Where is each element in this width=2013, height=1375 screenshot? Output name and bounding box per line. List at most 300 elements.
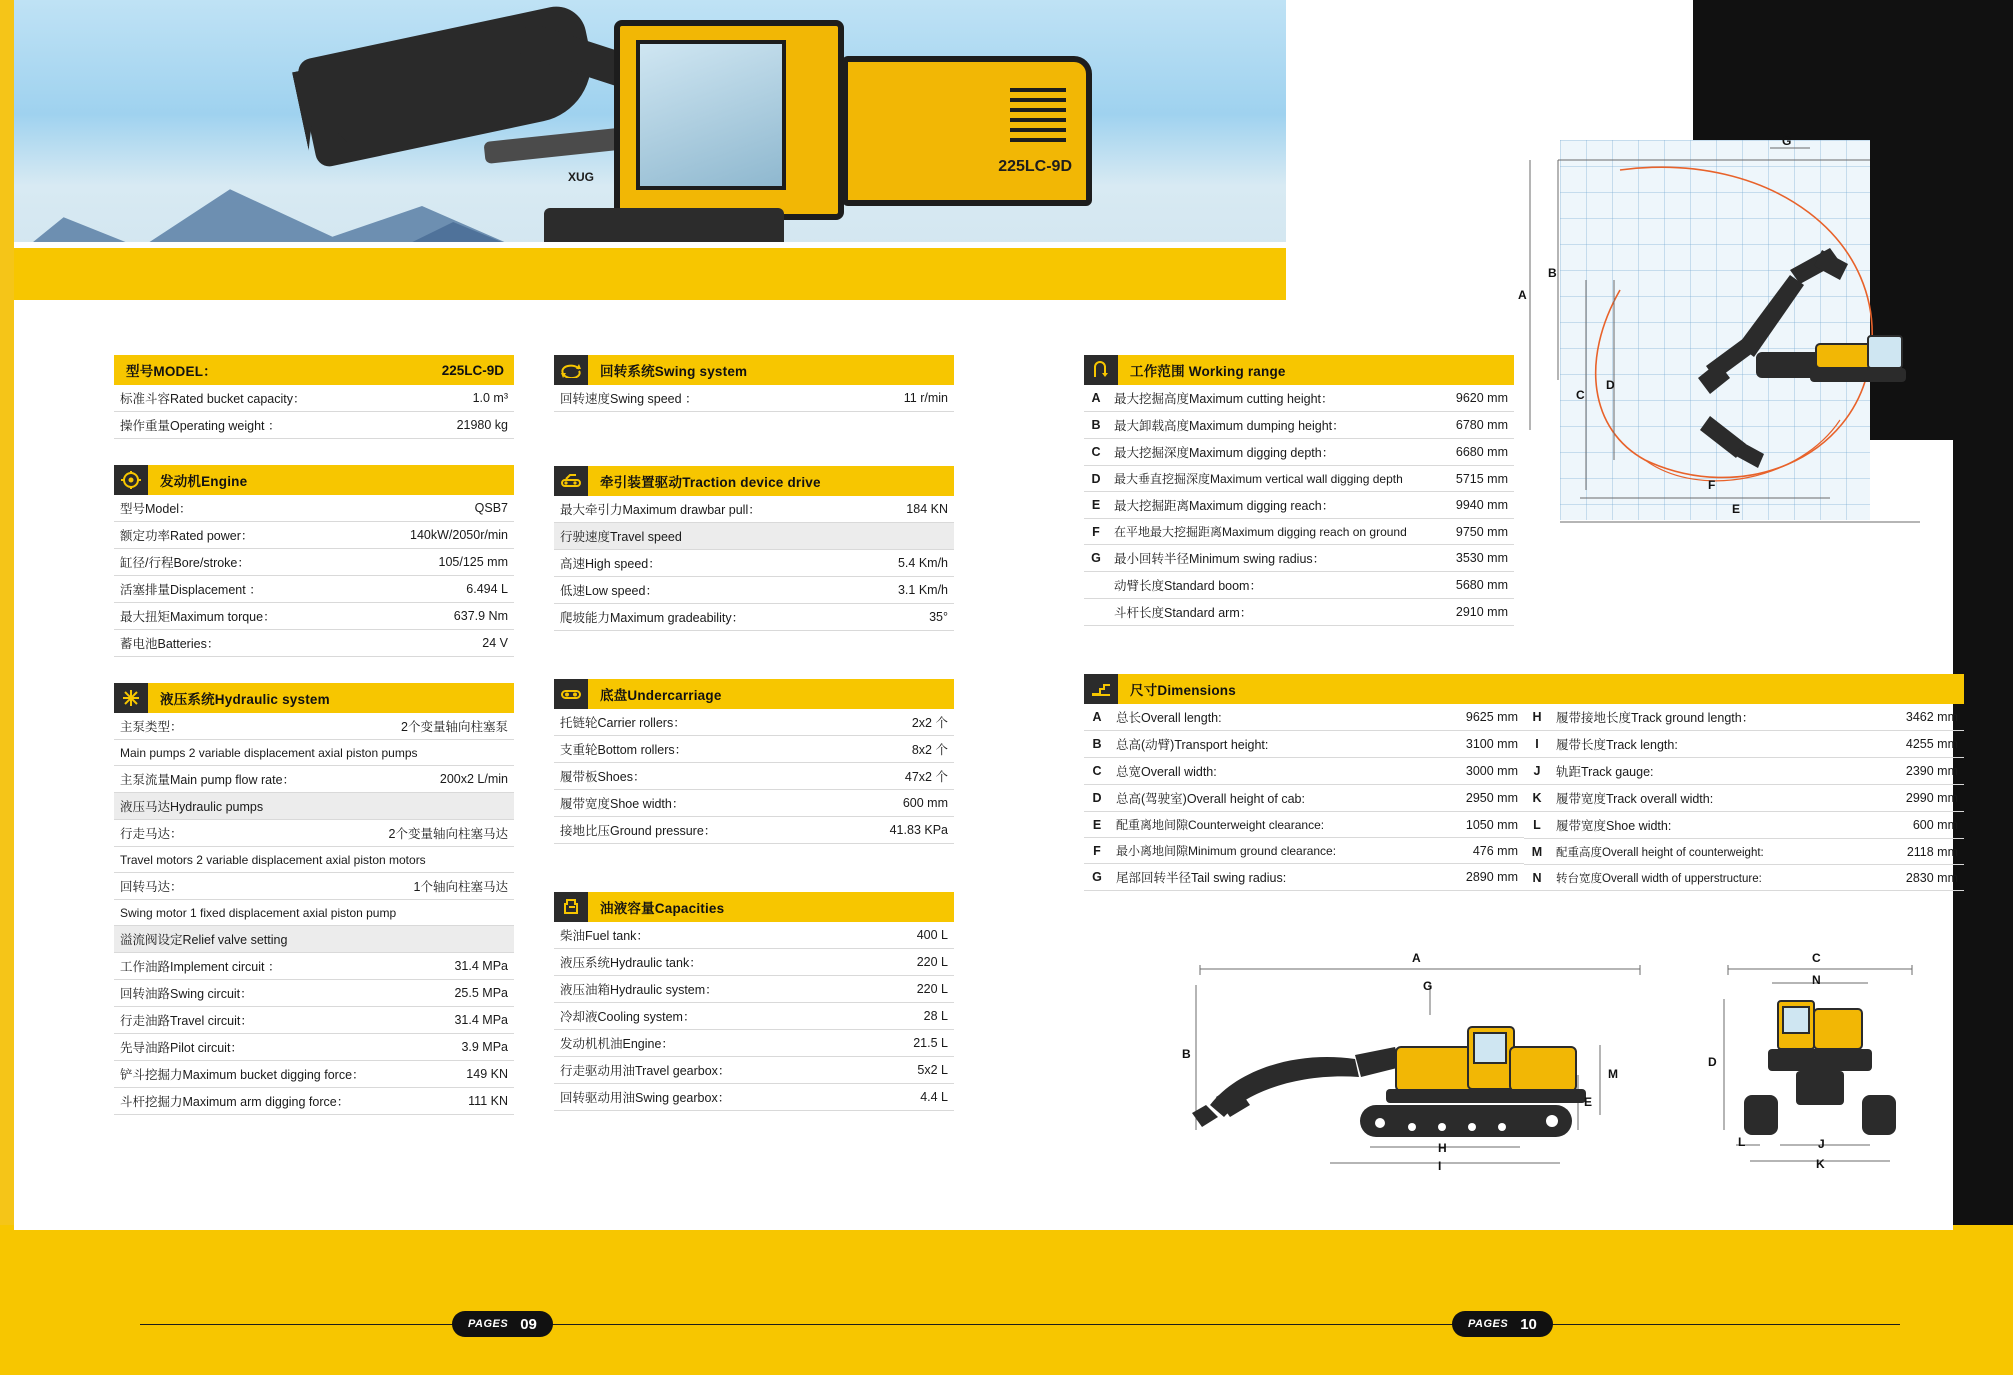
page-number: 09 <box>520 1315 537 1333</box>
left-yellow-bar <box>0 0 14 1375</box>
model-value: 225LC-9D <box>441 362 504 378</box>
table-row <box>554 709 954 736</box>
row-value: 2890 mm <box>1434 864 1524 891</box>
row-key: E <box>1084 492 1108 519</box>
dim-label-K: K <box>1816 1157 1825 1171</box>
table-row <box>114 522 514 549</box>
dim-label-C: C <box>1812 951 1821 965</box>
row-label: 行走驱动用油Travel gearbox： <box>554 1057 872 1084</box>
row-value: 220 L <box>872 976 954 1003</box>
row-value: 200x2 L/min <box>378 766 514 793</box>
dimensions-left-col <box>1084 704 1524 891</box>
row-label: 回转驱动用油Swing gearbox： <box>554 1084 872 1111</box>
row-label: 接地比压Ground pressure： <box>554 817 836 844</box>
bucket-teeth <box>292 64 348 151</box>
range-label-B: B <box>1548 266 1557 280</box>
section-dimensions <box>1084 674 1964 891</box>
section-dimensions-header <box>1084 674 1964 704</box>
table-row <box>554 976 954 1003</box>
capacities-icon <box>554 892 588 922</box>
row-label: 冷却液Cooling system： <box>554 1003 872 1030</box>
row-value: 5680 mm <box>1443 572 1514 599</box>
row-label: Swing motor 1 fixed displacement axial piston pump <box>114 900 514 926</box>
table-row <box>1084 439 1514 466</box>
row-value: 9940 mm <box>1443 492 1514 519</box>
section-model-header <box>114 355 514 385</box>
row-value: 2950 mm <box>1434 785 1524 812</box>
row-label: 履带接地长度Track ground length： <box>1550 704 1870 731</box>
pages-label: PAGES <box>1468 1318 1509 1330</box>
row-key: A <box>1084 385 1108 412</box>
table-row <box>554 922 954 949</box>
dimensions-right-table <box>1524 704 1964 891</box>
table-row <box>114 766 514 793</box>
row-value: 2390 mm <box>1870 758 1964 785</box>
table-row <box>554 1084 954 1111</box>
table-row <box>114 385 514 412</box>
row-value: 21.5 L <box>872 1030 954 1057</box>
row-value: 600 mm <box>836 790 954 817</box>
model-table <box>114 385 514 439</box>
dim-label-J: J <box>1818 1137 1825 1151</box>
engine-icon <box>114 465 148 495</box>
table-row <box>114 953 514 980</box>
section-traction <box>554 466 954 631</box>
section-traction-title: 牵引装置驱动Traction device drive <box>600 475 821 490</box>
row-key: B <box>1084 731 1110 758</box>
row-value: 3.9 MPa <box>378 1034 514 1061</box>
table-row <box>114 873 514 900</box>
table-row <box>114 1034 514 1061</box>
table-row <box>114 495 514 522</box>
row-label: 行驶速度Travel speed <box>554 523 954 550</box>
row-value: 31.4 MPa <box>378 1007 514 1034</box>
working-range-diagram <box>1470 130 1930 530</box>
dimensions-tables <box>1084 704 1964 891</box>
undercarriage-table <box>554 709 954 844</box>
table-row <box>1084 785 1524 812</box>
row-label: Main pumps 2 variable displacement axial piston pumps <box>114 740 514 766</box>
dim-label-I: I <box>1438 1159 1442 1173</box>
dim-label-A: A <box>1412 951 1421 965</box>
table-row <box>114 900 514 926</box>
row-label: 转台宽度Overall width of upperstructure: <box>1550 865 1870 891</box>
table-row <box>1524 758 1964 785</box>
row-value: 28 L <box>872 1003 954 1030</box>
table-row <box>114 630 514 657</box>
table-row <box>554 604 954 631</box>
row-value: 637.9 Nm <box>356 603 514 630</box>
table-row <box>1524 704 1964 731</box>
row-key: J <box>1524 758 1550 785</box>
dimensions-left-table <box>1084 704 1524 891</box>
row-value: 6.494 L <box>356 576 514 603</box>
undercarriage-icon <box>554 679 588 709</box>
row-key: L <box>1524 812 1550 839</box>
row-label: 溢流阀设定Relief valve setting <box>114 926 514 953</box>
brand-text: XUG <box>568 170 595 184</box>
section-engine <box>114 465 514 657</box>
hero-image <box>14 0 1286 300</box>
section-traction-header <box>554 466 954 496</box>
section-swing <box>554 355 954 412</box>
table-row <box>1084 812 1524 838</box>
section-capacities-title: 油液容量Capacities <box>600 901 725 916</box>
table-row <box>114 740 514 766</box>
table-row <box>1084 385 1514 412</box>
dimensions-icon <box>1084 674 1118 704</box>
section-swing-header <box>554 355 954 385</box>
row-label: 最大挖掘高度Maximum cutting height： <box>1108 385 1443 412</box>
row-label: 最大挖掘距离Maximum digging reach： <box>1108 492 1443 519</box>
range-label-G: G <box>1782 134 1792 148</box>
row-value: 41.83 KPa <box>836 817 954 844</box>
row-label: 回转速度Swing speed ： <box>554 385 845 412</box>
row-key: F <box>1084 838 1110 864</box>
row-value: 35° <box>864 604 954 631</box>
row-label: 行走马达： <box>114 820 378 847</box>
row-value: 3.1 Km/h <box>864 577 954 604</box>
row-value: 5.4 Km/h <box>864 550 954 577</box>
page-number-badge-left <box>452 1311 553 1337</box>
traction-icon <box>554 466 588 496</box>
row-label: 最小回转半径Minimum swing radius： <box>1108 545 1443 572</box>
table-row <box>114 549 514 576</box>
row-key: H <box>1524 704 1550 731</box>
row-label: 轨距Track gauge: <box>1550 758 1870 785</box>
row-value: 220 L <box>872 949 954 976</box>
row-label: 高速High speed： <box>554 550 864 577</box>
row-label: 回转马达： <box>114 873 378 900</box>
dimensions-right-col <box>1524 704 1964 891</box>
capacities-table <box>554 922 954 1111</box>
table-row <box>1084 704 1524 731</box>
row-value: 4255 mm <box>1870 731 1964 758</box>
table-row <box>1524 839 1964 865</box>
row-value: 4.4 L <box>872 1084 954 1111</box>
row-value: 3100 mm <box>1434 731 1524 758</box>
row-value: 47x2 个 <box>836 763 954 790</box>
table-row <box>1084 731 1524 758</box>
row-label: 最大垂直挖掘深度Maximum vertical wall digging depth <box>1108 466 1443 492</box>
table-row <box>554 790 954 817</box>
row-label: 缸径/行程Bore/stroke： <box>114 549 356 576</box>
page-number-badge-right <box>1452 1311 1553 1337</box>
row-label: 履带宽度Track overall width: <box>1550 785 1870 812</box>
table-row <box>554 577 954 604</box>
table-row <box>114 980 514 1007</box>
hero-machine-body <box>568 20 1174 250</box>
front-view-diagram <box>1708 951 1920 1175</box>
row-value: 105/125 mm <box>356 549 514 576</box>
column-left <box>114 355 514 1141</box>
section-model <box>114 355 514 439</box>
row-value: 476 mm <box>1434 838 1524 864</box>
row-key: F <box>1084 519 1108 545</box>
table-row <box>114 412 514 439</box>
row-label: 标准斗容Rated bucket capacity： <box>114 385 417 412</box>
table-row <box>114 1061 514 1088</box>
table-row <box>1084 864 1524 891</box>
table-subheader <box>554 523 954 550</box>
table-row <box>554 1057 954 1084</box>
row-value: 2x2 个 <box>836 709 954 736</box>
row-value: 2990 mm <box>1870 785 1964 812</box>
row-key: D <box>1084 785 1110 812</box>
row-label: 总宽Overall width: <box>1110 758 1434 785</box>
dim-label-D: D <box>1708 1055 1717 1069</box>
row-label: 总高(驾驶室)Overall height of cab: <box>1110 785 1434 812</box>
section-swing-title: 回转系统Swing system <box>600 364 748 379</box>
row-label: 托链轮Carrier rollers： <box>554 709 836 736</box>
row-value: 5x2 L <box>872 1057 954 1084</box>
table-row <box>554 763 954 790</box>
row-label: 额定功率Rated power： <box>114 522 356 549</box>
section-undercarriage-title: 底盘Undercarriage <box>600 688 722 703</box>
row-label: 液压马达Hydraulic pumps <box>114 793 514 820</box>
row-value: 8x2 个 <box>836 736 954 763</box>
operator-cab <box>614 20 844 220</box>
row-value: 11 r/min <box>845 385 954 412</box>
table-row <box>114 847 514 873</box>
table-row <box>114 713 514 740</box>
pages-label: PAGES <box>468 1318 509 1330</box>
row-value: 3530 mm <box>1443 545 1514 572</box>
row-label: 发动机机油Engine： <box>554 1030 872 1057</box>
hero-yellow-band <box>14 248 1286 300</box>
table-row <box>1084 519 1514 545</box>
hydraulic-table <box>114 713 514 1115</box>
row-value: 2个变量轴向柱塞马达 <box>378 820 514 847</box>
row-value: 3462 mm <box>1870 704 1964 731</box>
table-row <box>554 550 954 577</box>
page-footer-left <box>452 1311 553 1337</box>
row-label: 先导油路Pilot circuit： <box>114 1034 378 1061</box>
row-label: 蓄电池Batteries： <box>114 630 356 657</box>
table-row <box>554 1003 954 1030</box>
row-key: E <box>1084 812 1110 838</box>
row-value: 2118 mm <box>1870 839 1964 865</box>
row-key: G <box>1084 545 1108 572</box>
section-hydraulic-title: 液压系统Hydraulic system <box>160 692 330 707</box>
row-label: 铲斗挖掘力Maximum bucket digging force： <box>114 1061 378 1088</box>
section-undercarriage <box>554 679 954 844</box>
table-row <box>1084 466 1514 492</box>
table-row <box>114 1007 514 1034</box>
row-label: 总高(动臂)Transport height: <box>1110 731 1434 758</box>
range-label-C: C <box>1576 388 1585 402</box>
hydraulic-icon <box>114 683 148 713</box>
row-key: K <box>1524 785 1550 812</box>
table-row <box>554 949 954 976</box>
row-label: 型号Model： <box>114 495 356 522</box>
row-value: 5715 mm <box>1443 466 1514 492</box>
row-label: 工作油路Implement circuit ： <box>114 953 378 980</box>
row-value: 24 V <box>356 630 514 657</box>
row-label: 支重轮Bottom rollers： <box>554 736 836 763</box>
row-value: 1050 mm <box>1434 812 1524 838</box>
row-key: G <box>1084 864 1110 891</box>
engine-table <box>114 495 514 657</box>
swing-icon <box>554 355 588 385</box>
bottom-yellow-band <box>0 1225 2013 1375</box>
table-subheader <box>114 926 514 953</box>
section-undercarriage-header <box>554 679 954 709</box>
row-value: 184 KN <box>864 496 954 523</box>
range-label-E: E <box>1732 502 1741 516</box>
page-footer-right <box>1452 1311 1553 1337</box>
cab-glass <box>636 40 786 190</box>
dim-label-M: M <box>1608 1067 1618 1081</box>
row-key <box>1084 599 1108 626</box>
row-label: 总长Overall length: <box>1110 704 1434 731</box>
table-subheader <box>114 793 514 820</box>
row-label: 液压油箱Hydraulic system： <box>554 976 872 1003</box>
dim-label-L: L <box>1738 1135 1746 1149</box>
table-row <box>1084 758 1524 785</box>
table-row <box>554 817 954 844</box>
dim-label-G: G <box>1423 979 1433 993</box>
row-label: 爬坡能力Maximum gradeability： <box>554 604 864 631</box>
hood-vent <box>1010 88 1066 148</box>
table-row <box>1524 731 1964 758</box>
row-label: 操作重量Operating weight ： <box>114 412 417 439</box>
table-row <box>114 603 514 630</box>
machine-model-badge: 225LC-9D <box>998 158 1072 175</box>
table-row <box>1084 545 1514 572</box>
section-dimensions-title: 尺寸Dimensions <box>1130 683 1236 698</box>
row-key: A <box>1084 704 1110 731</box>
row-value: 2830 mm <box>1870 865 1964 891</box>
row-key: N <box>1524 865 1550 891</box>
row-key: M <box>1524 839 1550 865</box>
row-value: 6780 mm <box>1443 412 1514 439</box>
row-label: 低速Low speed： <box>554 577 864 604</box>
row-value: 2个变量轴向柱塞泵 <box>378 713 514 740</box>
table-row <box>1084 838 1524 864</box>
row-label: 斗杆长度Standard arm： <box>1108 599 1443 626</box>
row-value: 9620 mm <box>1443 385 1514 412</box>
table-row <box>114 820 514 847</box>
row-value: 25.5 MPa <box>378 980 514 1007</box>
row-label: 最小离地间隙Minimum ground clearance: <box>1110 838 1434 864</box>
section-engine-title: 发动机Engine <box>160 474 248 489</box>
swing-table <box>554 385 954 412</box>
section-engine-header <box>114 465 514 495</box>
row-label: 履带长度Track length: <box>1550 731 1870 758</box>
row-label: 最大挖掘深度Maximum digging depth： <box>1108 439 1443 466</box>
row-key: C <box>1084 758 1110 785</box>
row-value: QSB7 <box>356 495 514 522</box>
section-working-range <box>1084 355 1514 626</box>
row-value: 2910 mm <box>1443 599 1514 626</box>
table-row <box>554 385 954 412</box>
table-row <box>1084 572 1514 599</box>
table-row <box>114 576 514 603</box>
row-value: 149 KN <box>378 1061 514 1088</box>
row-label: 在平地最大挖掘距离Maximum digging reach on ground <box>1108 519 1443 545</box>
row-value: 9750 mm <box>1443 519 1514 545</box>
row-value: 140kW/2050r/min <box>356 522 514 549</box>
section-working-range-title: 工作范围 Working range <box>1130 364 1286 379</box>
row-value: 3000 mm <box>1434 758 1524 785</box>
row-label: 回转油路Swing circuit： <box>114 980 378 1007</box>
row-label: 最大扭矩Maximum torque： <box>114 603 356 630</box>
page-number: 10 <box>1520 1315 1537 1333</box>
row-label: Travel motors 2 variable displacement axial piston motors <box>114 847 514 873</box>
row-value: 400 L <box>872 922 954 949</box>
row-value: 21980 kg <box>417 412 514 439</box>
row-value: 111 KN <box>378 1088 514 1115</box>
row-value: 6680 mm <box>1443 439 1514 466</box>
table-row <box>554 496 954 523</box>
footer-rule-left <box>140 1324 1220 1325</box>
working-range-table <box>1084 385 1514 626</box>
row-label: 液压系统Hydraulic tank： <box>554 949 872 976</box>
row-label: 斗杆挖掘力Maximum arm digging force： <box>114 1088 378 1115</box>
section-model-title: 型号MODEL： <box>126 364 217 379</box>
row-value: 600 mm <box>1870 812 1964 839</box>
section-capacities-header <box>554 892 954 922</box>
row-value: 31.4 MPa <box>378 953 514 980</box>
row-label: 配重高度Overall height of counterweight: <box>1550 839 1870 865</box>
row-key <box>1084 572 1108 599</box>
working-range-icon <box>1084 355 1118 385</box>
dim-label-H: H <box>1438 1141 1447 1155</box>
column-middle <box>554 355 954 1137</box>
table-row <box>1084 599 1514 626</box>
section-working-range-header <box>1084 355 1514 385</box>
row-label: 尾部回转半径Tail swing radius: <box>1110 864 1434 891</box>
dim-label-E: E <box>1584 1095 1593 1109</box>
range-label-F: F <box>1708 478 1716 492</box>
dim-label-N: N <box>1812 973 1821 987</box>
table-row <box>1084 412 1514 439</box>
row-key: D <box>1084 466 1108 492</box>
table-row <box>1084 492 1514 519</box>
dim-label-B: B <box>1182 1047 1191 1061</box>
row-label: 柴油Fuel tank： <box>554 922 872 949</box>
row-label: 履带宽度Shoe width： <box>554 790 836 817</box>
row-label: 主泵流量Main pump flow rate： <box>114 766 378 793</box>
row-key: C <box>1084 439 1108 466</box>
section-capacities <box>554 892 954 1111</box>
row-key: I <box>1524 731 1550 758</box>
row-label: 行走油路Travel circuit： <box>114 1007 378 1034</box>
table-row <box>1524 812 1964 839</box>
row-label: 履带宽度Shoe width: <box>1550 812 1870 839</box>
table-row <box>1524 865 1964 891</box>
row-label: 履带板Shoes： <box>554 763 836 790</box>
engine-hood <box>842 56 1092 206</box>
table-row <box>554 736 954 763</box>
table-row <box>1524 785 1964 812</box>
table-row <box>554 1030 954 1057</box>
row-label: 最大牵引力Maximum drawbar pull： <box>554 496 864 523</box>
row-label: 最大卸载高度Maximum dumping height： <box>1108 412 1443 439</box>
row-label: 活塞排量Displacement ： <box>114 576 356 603</box>
row-value: 9625 mm <box>1434 704 1524 731</box>
row-label: 动臂长度Standard boom： <box>1108 572 1443 599</box>
section-hydraulic-header <box>114 683 514 713</box>
section-hydraulic <box>114 683 514 1115</box>
traction-table <box>554 496 954 631</box>
table-row <box>114 1088 514 1115</box>
row-label: 主泵类型： <box>114 713 378 740</box>
row-key: B <box>1084 412 1108 439</box>
row-label: 配重离地间隙Counterweight clearance: <box>1110 812 1434 838</box>
row-value: 1个轴向柱塞马达 <box>378 873 514 900</box>
